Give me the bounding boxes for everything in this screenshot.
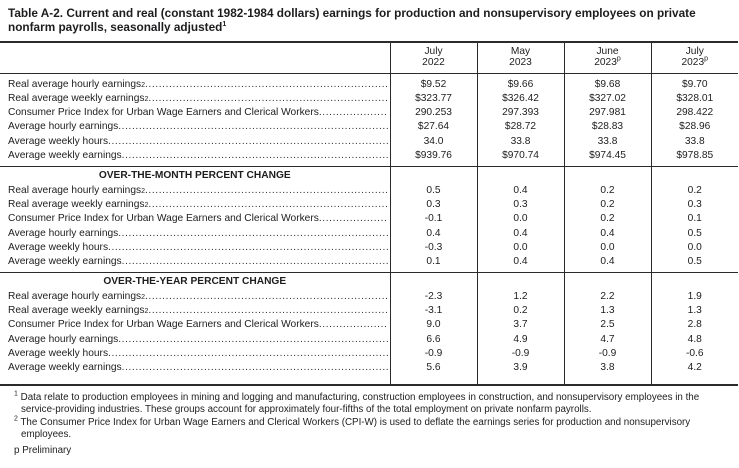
value-cell: 0.2 (477, 304, 564, 318)
dot-leader (108, 136, 387, 148)
value-cell: -0.9 (564, 347, 651, 361)
value-cell: 4.9 (477, 333, 564, 347)
value-cell: 0.5 (390, 184, 477, 198)
row-label-cell (0, 106, 390, 120)
footnotes (8, 392, 731, 457)
row-label: Average weekly earnings (8, 256, 122, 268)
value-cell: 0.4 (564, 255, 651, 273)
value-cell: 0.0 (564, 241, 651, 255)
value-cell: 4.2 (651, 361, 738, 384)
table-row (0, 361, 738, 384)
dot-leader (118, 228, 387, 240)
value-cell: 0.5 (651, 255, 738, 273)
dot-leader (122, 256, 388, 268)
section-header: OVER-THE-YEAR PERCENT CHANGE (0, 273, 390, 290)
value-cell: -0.3 (390, 241, 477, 255)
section-header-row (0, 273, 738, 290)
row-label: Real average hourly earnings (8, 290, 142, 302)
column-month: July (685, 45, 704, 57)
value-cell: 0.4 (477, 227, 564, 241)
value-cell: 3.8 (564, 361, 651, 384)
value-cell: $9.70 (651, 73, 738, 92)
stub-header-cell (0, 42, 390, 74)
value-cell: 297.393 (477, 106, 564, 120)
table-row (0, 318, 738, 332)
value-cell: 0.4 (477, 255, 564, 273)
table-row (0, 304, 738, 318)
dot-leader (319, 319, 388, 331)
value-cell: -0.6 (651, 347, 738, 361)
value-cell: 0.3 (390, 198, 477, 212)
row-label-cell: Real average weekly earnings 2 ..... (0, 92, 390, 106)
empty-cell (564, 167, 651, 184)
value-cell: 9.0 (390, 318, 477, 332)
earnings-table (0, 41, 738, 386)
row-label: Real average weekly earnings (8, 198, 145, 210)
table-row (0, 212, 738, 226)
value-cell: -3.1 (390, 304, 477, 318)
value-cell: 5.6 (390, 361, 477, 384)
value-cell: $9.52 (390, 73, 477, 92)
table-row (0, 149, 738, 167)
document-page (0, 7, 739, 468)
table-row (0, 347, 738, 361)
dot-leader (148, 93, 387, 105)
row-label-cell (0, 120, 390, 134)
empty-cell (651, 167, 738, 184)
row-label-cell (0, 227, 390, 241)
value-cell: 33.8 (477, 135, 564, 149)
column-header-july-2022 (390, 42, 477, 74)
row-label-cell (0, 212, 390, 226)
empty-cell (651, 273, 738, 290)
row-label: Consumer Price Index for Urban Wage Earners and Clerical Workers (8, 107, 319, 119)
column-month: June (596, 45, 619, 57)
table-row (0, 255, 738, 273)
dot-leader (148, 305, 387, 317)
table-row (0, 73, 738, 92)
row-label-cell: Real average hourly earnings 2 ..... (0, 73, 390, 92)
table-row (0, 198, 738, 212)
row-label: Average weekly earnings (8, 362, 122, 374)
row-label: Average weekly hours (8, 241, 109, 253)
row-label-cell (0, 361, 390, 384)
row-label: Real average hourly earnings (8, 78, 142, 90)
footnote-text: The Consumer Price Index for Urban Wage Earners and Clerical Workers (CPI-W) is used to deflate the earnings series for production and nonsupervisory employees. (20, 417, 691, 441)
footnote-text: Preliminary (22, 444, 72, 456)
value-cell: 6.6 (390, 333, 477, 347)
column-header-june-2023 (564, 42, 651, 74)
dot-leader (319, 213, 388, 225)
value-cell: 0.4 (477, 184, 564, 198)
value-cell: $28.96 (651, 120, 738, 134)
row-label: Average hourly earnings (8, 333, 119, 345)
value-cell: 297.981 (564, 106, 651, 120)
value-cell: -0.9 (477, 347, 564, 361)
value-cell: 0.3 (477, 198, 564, 212)
value-cell: 298.422 (651, 106, 738, 120)
value-cell: -0.9 (390, 347, 477, 361)
value-cell: 0.1 (390, 255, 477, 273)
empty-cell (390, 273, 477, 290)
dot-leader (145, 291, 388, 303)
value-cell: 0.0 (477, 241, 564, 255)
dot-leader (118, 121, 387, 133)
footnote-marker: 2 (14, 415, 18, 423)
column-header-may-2023 (477, 42, 564, 74)
row-label: Consumer Price Index for Urban Wage Earners and Clerical Workers (8, 213, 319, 225)
empty-cell (564, 273, 651, 290)
row-label: Average hourly earnings (8, 121, 119, 133)
value-cell: $326.42 (477, 92, 564, 106)
row-label-cell (0, 318, 390, 332)
table-row (0, 135, 738, 149)
column-month: July (424, 45, 443, 57)
value-cell: $323.77 (390, 92, 477, 106)
footnote-text: Data relate to production employees in mining and logging and manufacturing, construction employees in construction, and nonsupervisory employees in the service-providing industries. These groups account for approximately four-fifths of the total employment on private nonfarm payrolls. (20, 391, 700, 415)
value-cell: 0.5 (651, 227, 738, 241)
value-cell: $9.66 (477, 73, 564, 92)
row-label: Average weekly hours (8, 347, 109, 359)
preliminary-ref: p (616, 55, 621, 63)
table-title (8, 7, 714, 35)
value-cell: 34.0 (390, 135, 477, 149)
value-cell: 0.0 (477, 212, 564, 226)
value-cell: $978.85 (651, 149, 738, 167)
dot-leader (148, 199, 387, 211)
dot-leader (108, 242, 387, 254)
row-label: Average weekly hours (8, 135, 109, 147)
dot-leader (118, 334, 387, 346)
value-cell: 4.7 (564, 333, 651, 347)
table-row (0, 333, 738, 347)
value-cell: 0.4 (564, 227, 651, 241)
value-cell: 1.9 (651, 290, 738, 304)
column-year: 2023 (509, 57, 532, 69)
row-label: Average weekly earnings (8, 150, 122, 162)
column-month: May (510, 45, 531, 57)
value-cell: $939.76 (390, 149, 477, 167)
table-row (0, 241, 738, 255)
value-cell: $27.64 (390, 120, 477, 134)
value-cell: $970.74 (477, 149, 564, 167)
value-cell: 2.2 (564, 290, 651, 304)
row-label-cell (0, 255, 390, 273)
dot-leader (145, 79, 388, 91)
value-cell: 33.8 (564, 135, 651, 149)
dot-leader (122, 362, 388, 374)
row-label-cell: Real average weekly earnings 2 ..... (0, 198, 390, 212)
value-cell: $9.68 (564, 73, 651, 92)
value-cell: -0.1 (390, 212, 477, 226)
value-cell: 3.9 (477, 361, 564, 384)
column-year: 2023 (681, 57, 705, 69)
footnote-2 (8, 417, 731, 442)
row-label: Consumer Price Index for Urban Wage Earners and Clerical Workers (8, 319, 319, 331)
section-header-row (0, 167, 738, 184)
row-label-cell: Real average hourly earnings 2 ..... (0, 290, 390, 304)
value-cell: 1.2 (477, 290, 564, 304)
column-header-row (0, 42, 738, 74)
value-cell: 33.8 (651, 135, 738, 149)
value-cell: 0.2 (651, 184, 738, 198)
dot-leader (108, 348, 387, 360)
table-row (0, 120, 738, 134)
dot-leader (122, 150, 388, 162)
row-label-cell (0, 333, 390, 347)
table-row (0, 106, 738, 120)
footnote-preliminary (8, 445, 731, 457)
value-cell: 2.8 (651, 318, 738, 332)
footnote-marker: p (14, 444, 20, 456)
value-cell: 0.3 (651, 198, 738, 212)
footnote-1 (8, 392, 731, 417)
row-label-cell (0, 135, 390, 149)
value-cell: 0.2 (564, 198, 651, 212)
table-title-text: Table A-2. Current and real (constant 1982-1984 dollars) earnings for production and nonsupervisory employees on private nonfarm payrolls, seasonally adjusted (8, 6, 696, 34)
value-cell: 2.5 (564, 318, 651, 332)
value-cell: $28.83 (564, 120, 651, 134)
dot-leader (319, 107, 388, 119)
column-year: 2022 (422, 57, 445, 69)
empty-cell (390, 167, 477, 184)
value-cell: 0.2 (564, 184, 651, 198)
table-row (0, 227, 738, 241)
value-cell: 0.4 (390, 227, 477, 241)
preliminary-ref: p (704, 55, 709, 63)
value-cell: 0.0 (651, 241, 738, 255)
table-row (0, 184, 738, 198)
dot-leader (145, 185, 388, 197)
value-cell: 0.2 (564, 212, 651, 226)
row-label: Real average weekly earnings (8, 92, 145, 104)
table-row (0, 92, 738, 106)
row-label: Average hourly earnings (8, 227, 119, 239)
empty-cell (477, 273, 564, 290)
row-label: Real average weekly earnings (8, 305, 145, 317)
section-header: OVER-THE-MONTH PERCENT CHANGE (0, 167, 390, 184)
column-year: 2023 (594, 57, 617, 69)
empty-cell (477, 167, 564, 184)
row-label-cell (0, 149, 390, 167)
footnote-marker: 1 (14, 390, 18, 398)
row-label-cell: Real average hourly earnings 2 ..... (0, 184, 390, 198)
value-cell: -2.3 (390, 290, 477, 304)
value-cell: 0.1 (651, 212, 738, 226)
value-cell: 1.3 (651, 304, 738, 318)
value-cell: $28.72 (477, 120, 564, 134)
column-header-july-2023 (651, 42, 738, 74)
value-cell: 4.8 (651, 333, 738, 347)
value-cell: 1.3 (564, 304, 651, 318)
row-label: Real average hourly earnings (8, 184, 142, 196)
row-label-cell (0, 347, 390, 361)
row-label-cell: Real average weekly earnings 2 ..... (0, 304, 390, 318)
title-footnote-ref: 1 (222, 20, 227, 28)
table-row (0, 290, 738, 304)
value-cell: $974.45 (564, 149, 651, 167)
value-cell: $327.02 (564, 92, 651, 106)
row-label-cell (0, 241, 390, 255)
value-cell: 3.7 (477, 318, 564, 332)
value-cell: $328.01 (651, 92, 738, 106)
value-cell: 290.253 (390, 106, 477, 120)
